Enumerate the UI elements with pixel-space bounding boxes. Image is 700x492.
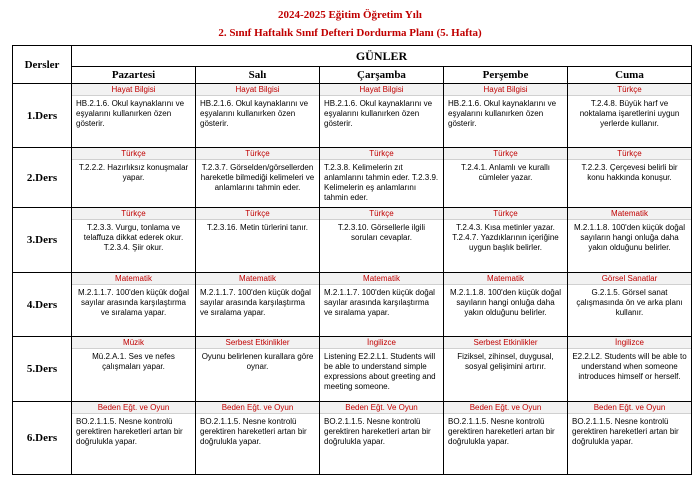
lesson-cell — [320, 273, 444, 337]
day-header-persembe: Perşembe — [444, 67, 568, 84]
subject-label: İngilizce — [320, 337, 443, 349]
lesson-label: 4.Ders — [13, 273, 72, 337]
gunler-header: GÜNLER — [72, 46, 692, 67]
objective-text: Fiziksel, zihinsel, duygusal, sosyal gelişimini artırır. — [457, 352, 554, 371]
objective-text: Oyunu belirlenen kurallara göre oynar. — [201, 352, 314, 371]
subject-label: Beden Eğt. ve Oyun — [568, 402, 691, 414]
lesson-cell — [72, 84, 196, 148]
lesson-cell — [196, 208, 320, 273]
lesson-cell — [196, 273, 320, 337]
lesson-cell — [72, 402, 196, 475]
lesson-row-3 — [13, 208, 692, 273]
subject-label: Türkçe — [444, 208, 567, 220]
subject-label: Beden Eğt. ve Oyun — [196, 402, 319, 414]
objective-text: G.2.1.5. Görsel sanat çalışmasında ön ve arka planı kullanır. — [576, 288, 683, 317]
lesson-cell — [196, 337, 320, 402]
lesson-cell — [320, 402, 444, 475]
lesson-row-5 — [13, 337, 692, 402]
lesson-cell — [568, 402, 692, 475]
subject-label: Türkçe — [320, 148, 443, 160]
objective-text: Mü.2.A.1. Ses ve nefes çalışmaları yapar. — [92, 352, 175, 371]
objective-text: HB.2.1.6. Okul kaynaklarını ve eşyalarını kullanırken özen gösterir. — [324, 99, 433, 128]
day-header-sali: Salı — [196, 67, 320, 84]
subject-label: Türkçe — [196, 208, 319, 220]
objective-text: BO.2.1.1.5. Nesne kontrolü gerektiren hareketleri artan bir doğrulukla yapar. — [76, 417, 183, 446]
lesson-label: 2.Ders — [13, 148, 72, 208]
lesson-row-6 — [13, 402, 692, 475]
subject-label: Matematik — [196, 273, 319, 285]
lesson-cell — [72, 337, 196, 402]
objective-text: T.2.2.2. Hazırlıksız konuşmalar yapar. — [78, 163, 189, 182]
subject-label: Türkçe — [320, 208, 443, 220]
day-header-pazartesi: Pazartesi — [72, 67, 196, 84]
lesson-cell — [320, 84, 444, 148]
lesson-label: 6.Ders — [13, 402, 72, 475]
subject-label: Beden Eğt. ve Oyun — [444, 402, 567, 414]
objective-text: T.2.4.8. Büyük harf ve noktalama işaretlerini uygun yerlerde kullanır. — [579, 99, 680, 128]
objective-text: T.2.3.8. Kelimelerin zıt anlamlarını tahmin eder. T.2.3.9. Kelimelerin eş anlamlarını tahmin eder. — [324, 163, 439, 202]
objective-text: BO.2.1.1.5. Nesne kontrolü gerektiren hareketleri artan bir doğrulukla yapar. — [324, 417, 431, 446]
subject-label: İngilizce — [568, 337, 691, 349]
day-header-cuma: Cuma — [568, 67, 692, 84]
lesson-cell — [320, 208, 444, 273]
objective-text: T.2.3.16. Metin türlerini tanır. — [207, 223, 308, 232]
lesson-cell — [72, 273, 196, 337]
subject-label: Beden Eğt. ve Oyun — [72, 402, 195, 414]
objective-text: T.2.4.1. Anlamlı ve kurallı cümleler yazar. — [461, 163, 550, 182]
objective-text: E2.2.L2. Students will be able to understand when someone introduces himself or herself. — [572, 352, 687, 381]
objective-text: BO.2.1.1.5. Nesne kontrolü gerektiren hareketleri artan bir doğrulukla yapar. — [448, 417, 555, 446]
objective-text: M.2.1.1.7. 100'den küçük doğal sayılar arasında karşılaştırma ve sıralama yapar. — [78, 288, 189, 317]
lesson-cell — [72, 148, 196, 208]
subject-label: Türkçe — [72, 148, 195, 160]
lesson-cell — [444, 337, 568, 402]
objective-text: Listening E2.2.L1. Students will be able to understand simple expressions about greeting and meeting someone. — [324, 352, 436, 391]
subject-label: Hayat Bilgisi — [196, 84, 319, 96]
objective-text: BO.2.1.1.5. Nesne kontrolü gerektiren hareketleri artan bir doğrulukla yapar. — [200, 417, 307, 446]
subject-label: Serbest Etkinlikler — [196, 337, 319, 349]
document-title: 2024-2025 Eğitim Öğretim Yılı — [278, 9, 422, 21]
lesson-cell — [444, 402, 568, 475]
objective-text: T.2.4.3. Kısa metinler yazar. T.2.4.7. Yazdıklarının içeriğine uygun başlık belirler. — [452, 223, 559, 252]
subject-label: Hayat Bilgisi — [72, 84, 195, 96]
subject-label: Matematik — [444, 273, 567, 285]
subject-label: Türkçe — [568, 148, 691, 160]
objective-text: T.2.3.10. Görsellerle ilgili soruları cevaplar. — [337, 223, 426, 242]
subject-label: Görsel Sanatlar — [568, 273, 691, 285]
lesson-cell — [196, 402, 320, 475]
lesson-cell — [196, 148, 320, 208]
subject-label: Hayat Bilgisi — [320, 84, 443, 96]
objective-text: T.2.3.3. Vurgu, tonlama ve telaffuza dikkat ederek okur. T.2.3.4. Şiir okur. — [83, 223, 184, 252]
lesson-cell — [568, 337, 692, 402]
lesson-cell — [196, 84, 320, 148]
lesson-cell — [72, 208, 196, 273]
subject-label: Serbest Etkinlikler — [444, 337, 567, 349]
objective-text: BO.2.1.1.5. Nesne kontrolü gerektiren hareketleri artan bir doğrulukla yapar. — [572, 417, 679, 446]
weekly-plan-table — [12, 45, 692, 475]
subject-label: Türkçe — [196, 148, 319, 160]
objective-text: M.2.1.1.8. 100'den küçük doğal sayıların hangi onluğa daha yakın olduğunu belirler. — [574, 223, 685, 252]
subject-label: Hayat Bilgisi — [444, 84, 567, 96]
lesson-cell — [568, 84, 692, 148]
day-header-carsamba: Çarşamba — [320, 67, 444, 84]
subject-label: Müzik — [72, 337, 195, 349]
subject-label: Türkçe — [444, 148, 567, 160]
lesson-cell — [444, 148, 568, 208]
subject-label: Matematik — [72, 273, 195, 285]
lesson-row-4 — [13, 273, 692, 337]
subject-label: Türkçe — [568, 84, 691, 96]
subject-label: Beden Eğt. Ve Oyun — [320, 402, 443, 414]
subject-label: Matematik — [568, 208, 691, 220]
document-subtitle: 2. Sınıf Haftalık Sınıf Defteri Dordurma Planı (5. Hafta) — [218, 27, 482, 39]
lesson-cell — [444, 273, 568, 337]
lesson-label: 5.Ders — [13, 337, 72, 402]
objective-text: HB.2.1.6. Okul kaynaklarını ve eşyalarını kullanırken özen gösterir. — [448, 99, 557, 128]
objective-text: M.2.1.1.8. 100'den küçük doğal sayıların hangi onluğa daha yakın olduğunu belirler. — [450, 288, 561, 317]
lesson-cell — [568, 273, 692, 337]
dersler-header: Dersler — [13, 46, 72, 84]
objective-text: T.2.3.7. Görselden/görsellerden hareketle bilmediği kelimeleri ve anlamlarını tahmin eder. — [200, 163, 315, 192]
lesson-label: 3.Ders — [13, 208, 72, 273]
lesson-label: 1.Ders — [13, 84, 72, 148]
objective-text: M.2.1.1.7. 100'den küçük doğal sayılar arasında karşılaştırma ve sıralama yapar. — [200, 288, 311, 317]
lesson-cell — [444, 84, 568, 148]
objective-text: HB.2.1.6. Okul kaynaklarını ve eşyalarını kullanırken özen gösterir. — [200, 99, 309, 128]
lesson-cell — [444, 208, 568, 273]
lesson-cell — [568, 208, 692, 273]
objective-text: M.2.1.1.7. 100'den küçük doğal sayılar arasında karşılaştırma ve sıralama yapar. — [324, 288, 435, 317]
lesson-row-2 — [13, 148, 692, 208]
lesson-cell — [320, 337, 444, 402]
subject-label: Türkçe — [72, 208, 195, 220]
lesson-cell — [568, 148, 692, 208]
subject-label: Matematik — [320, 273, 443, 285]
lesson-row-1 — [13, 84, 692, 148]
objective-text: T.2.2.3. Çerçevesi belirli bir konu hakkında konuşur. — [581, 163, 678, 182]
objective-text: HB.2.1.6. Okul kaynaklarını ve eşyalarını kullanırken özen gösterir. — [76, 99, 185, 128]
lesson-cell — [320, 148, 444, 208]
